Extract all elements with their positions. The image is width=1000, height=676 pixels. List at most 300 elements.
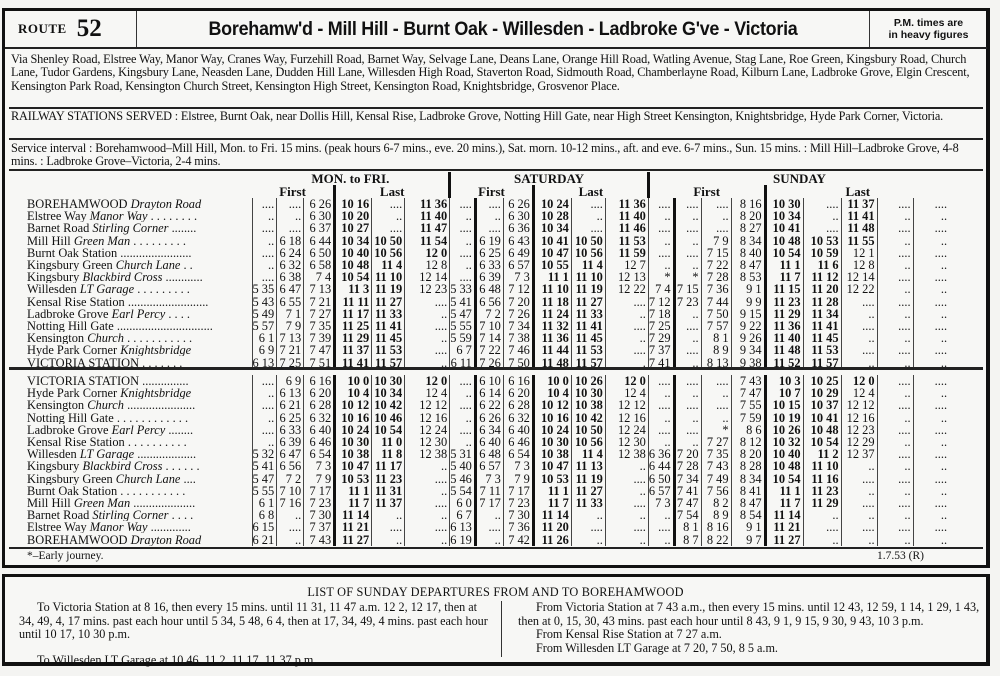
time-cell: 6 15 <box>252 521 277 533</box>
time-cell: 12 37 <box>841 448 877 460</box>
time-cell: 12 38 <box>405 448 450 460</box>
time-cell: 8 2 <box>701 497 731 509</box>
time-cell: 11 41 <box>841 210 877 222</box>
time-cell: .... <box>674 424 701 436</box>
time-cell: 7 30 <box>503 509 533 521</box>
time-cell: 6 30 <box>503 210 533 222</box>
time-cell: 6 32 <box>277 259 304 271</box>
first-last-row <box>5 185 949 198</box>
time-cell: 11 53 <box>605 235 648 247</box>
pm-note <box>869 11 987 47</box>
time-cell: .. <box>913 210 949 222</box>
time-cell: 6 38 <box>277 271 304 283</box>
time-cell: 6 11 <box>450 356 476 368</box>
time-cell: 6 9 <box>277 375 304 387</box>
time-cell: 8 34 <box>731 235 765 247</box>
stop-name <box>5 533 252 545</box>
time-cell: 7 55 <box>731 399 765 411</box>
last-label: Last <box>533 185 648 198</box>
time-cell: 6 7 <box>450 344 476 356</box>
time-cell: 11 1 <box>335 485 372 497</box>
time-cell: 10 54 <box>765 473 803 485</box>
time-cell: .... <box>877 344 913 356</box>
time-cell: .. <box>877 356 913 368</box>
time-cell: .. <box>252 436 277 448</box>
time-cell: 10 29 <box>803 387 841 399</box>
time-cell: 10 7 <box>765 387 803 399</box>
time-cell: .... <box>701 222 731 234</box>
time-cell: .. <box>648 387 674 399</box>
time-cell: 10 19 <box>765 412 803 424</box>
last-label: Last <box>335 185 450 198</box>
time-cell: 7 3 <box>648 497 674 509</box>
time-cell: 5 59 <box>450 332 476 344</box>
time-cell: .. <box>605 332 648 344</box>
time-cell: 11 15 <box>765 283 803 295</box>
stop-name <box>5 344 252 356</box>
time-cell: .. <box>913 308 949 320</box>
time-cell: .... <box>605 320 648 332</box>
stop-name <box>5 460 252 472</box>
time-cell: 7 57 <box>701 320 731 332</box>
route-badge <box>5 11 137 47</box>
time-cell: .... <box>252 198 277 210</box>
time-cell: 7 37 <box>304 521 335 533</box>
time-cell: . <box>605 356 648 368</box>
time-cell: 6 58 <box>304 259 335 271</box>
time-cell: 10 27 <box>335 222 372 234</box>
time-cell: 11 1 <box>533 485 571 497</box>
stop-name <box>5 375 252 387</box>
dot-leader: . . . . . . . . . . . <box>123 332 193 345</box>
time-cell: 10 30 <box>335 436 372 448</box>
time-cell: 6 48 <box>475 448 503 460</box>
time-cell: .. <box>252 235 277 247</box>
time-cell: 11 40 <box>605 210 648 222</box>
time-cell: 11 41 <box>803 320 841 332</box>
time-cell: 8 20 <box>731 210 765 222</box>
time-cell: .. <box>913 412 949 424</box>
time-cell: .. <box>913 356 949 368</box>
time-cell: .. <box>648 259 674 271</box>
time-cell: 10 54 <box>765 247 803 259</box>
time-cell: 7 47 <box>731 387 765 399</box>
time-cell: 5 46 <box>450 473 476 485</box>
stop-detail: Knightsbridge <box>120 387 192 400</box>
time-cell: 12 14 <box>841 271 877 283</box>
time-cell: 7 11 <box>475 485 503 497</box>
dot-leader: . . . . . . . . . . . . <box>116 411 189 424</box>
time-cell: 11 7 <box>335 497 372 509</box>
time-cell: .... <box>701 375 731 387</box>
time-cell: 11 41 <box>335 356 372 368</box>
time-cell: 11 0 <box>372 436 405 448</box>
time-cell: 11 19 <box>372 283 405 295</box>
time-cell: 12 4 <box>841 387 877 399</box>
pm-note-line2: in heavy figures <box>888 29 969 41</box>
time-cell: .... <box>277 222 304 234</box>
time-cell: .... <box>450 375 476 387</box>
time-cell: .. <box>674 387 701 399</box>
dot-leader: ............. <box>147 521 191 534</box>
time-cell: 9 34 <box>731 344 765 356</box>
time-cell: 8 40 <box>731 247 765 259</box>
time-cell: .... <box>648 521 674 533</box>
stop-main: Barnet Road <box>27 222 90 235</box>
time-cell: 7 9 <box>277 320 304 332</box>
time-cell: .... <box>571 521 605 533</box>
time-cell: .. <box>648 412 674 424</box>
time-cell: .. <box>701 412 731 424</box>
time-cell: 7 3 <box>475 473 503 485</box>
time-cell: .. <box>877 259 913 271</box>
time-cell: 11 27 <box>765 533 803 545</box>
time-cell: 8 13 <box>701 356 731 368</box>
time-cell: 7 47 <box>304 344 335 356</box>
stop-main: Burnt Oak Station <box>27 484 118 497</box>
stop-name <box>5 308 252 320</box>
time-cell: 6 1 <box>252 332 277 344</box>
time-cell: 6 50 <box>648 473 674 485</box>
time-cell: .... <box>841 296 877 308</box>
time-cell: 6 32 <box>503 412 533 424</box>
time-cell: 10 30 <box>765 198 803 210</box>
stop-main: Kensington <box>27 332 85 345</box>
time-cell: .... <box>913 296 949 308</box>
time-cell: .. <box>674 308 701 320</box>
time-cell: .. <box>450 259 476 271</box>
time-cell: 7 9 <box>701 235 731 247</box>
time-cell: 11 37 <box>841 198 877 210</box>
stop-detail: Stirling Corner <box>92 222 169 235</box>
time-cell: .. <box>877 308 913 320</box>
time-cell: .... <box>571 198 605 210</box>
time-cell: .. <box>841 332 877 344</box>
time-cell: 7 43 <box>731 375 765 387</box>
timetable-row <box>5 259 949 271</box>
time-cell: 11 21 <box>765 521 803 533</box>
time-cell: 10 24 <box>533 198 571 210</box>
time-cell: 8 7 <box>674 533 701 545</box>
time-cell: 12 30 <box>605 436 648 448</box>
first-label: First <box>648 185 765 198</box>
time-cell: 12 12 <box>841 399 877 411</box>
time-cell: 6 46 <box>503 436 533 448</box>
time-cell: .. <box>913 259 949 271</box>
dot-leader: ........ <box>165 423 194 436</box>
time-cell: .... <box>475 198 503 210</box>
timetable-row <box>5 332 949 344</box>
time-cell: 8 9 <box>701 509 731 521</box>
time-cell: .... <box>372 198 405 210</box>
time-cell: .... <box>405 473 450 485</box>
time-cell: 10 56 <box>571 436 605 448</box>
time-cell: .. <box>877 436 913 448</box>
time-cell: 10 0 <box>533 375 571 387</box>
last-label: Last <box>765 185 949 198</box>
time-cell: 12 23 <box>841 424 877 436</box>
time-cell: .. <box>605 308 648 320</box>
time-cell: 10 4 <box>335 387 372 399</box>
time-cell: 7 43 <box>701 460 731 472</box>
time-cell: .. <box>605 509 648 521</box>
time-cell: 11 47 <box>405 222 450 234</box>
time-cell: 10 54 <box>335 271 372 283</box>
time-cell: 7 46 <box>503 344 533 356</box>
time-cell: 7 35 <box>701 448 731 460</box>
time-cell: 10 32 <box>765 436 803 448</box>
time-cell: 10 26 <box>765 424 803 436</box>
time-cell: 7 15 <box>701 247 731 259</box>
time-cell: 12 0 <box>841 375 877 387</box>
time-cell: 8 27 <box>731 222 765 234</box>
time-cell: 7 41 <box>674 485 701 497</box>
time-cell: .... <box>605 344 648 356</box>
time-cell: 11 25 <box>335 320 372 332</box>
time-cell: 7 44 <box>701 296 731 308</box>
time-cell: 7 35 <box>304 320 335 332</box>
time-cell: 9 26 <box>731 332 765 344</box>
time-cell: .. <box>475 210 503 222</box>
time-cell: .... <box>450 271 476 283</box>
time-cell: 7 27 <box>701 436 731 448</box>
dot-leader: .................... <box>130 496 196 510</box>
stop-name <box>5 259 252 271</box>
time-cell: 10 50 <box>372 235 405 247</box>
time-cell: 11 4 <box>372 259 405 271</box>
time-cell: 8 47 <box>731 259 765 271</box>
to-victoria-text: To Victoria Station at 8 16, then every 15 mins. until 11 31, 11 47 a.m. 12 2, 12 17, then at 34, 49, 4, 17 mins. past each hour until 5 34, 5 48, 6 4, then at 17, 34, 49, 4 mins. past each hour until 10 17, 10 30 p.m. <box>19 600 488 641</box>
stop-main: Kensal Rise Station <box>27 435 125 449</box>
stop-main: Mill Hill <box>27 496 71 510</box>
time-cell: 6 56 <box>475 296 503 308</box>
time-cell: 7 9 <box>304 473 335 485</box>
stop-detail: Earl Percy <box>111 307 166 320</box>
time-cell: .. <box>803 533 841 545</box>
time-cell: 9 15 <box>731 308 765 320</box>
time-cell: 10 47 <box>533 247 571 259</box>
time-cell: 12 8 <box>405 259 450 271</box>
time-cell: 6 16 <box>503 375 533 387</box>
time-cell: 12 16 <box>405 412 450 424</box>
time-cell: 6 40 <box>503 424 533 436</box>
stop-main: Notting Hill Gate <box>27 411 114 424</box>
time-cell: .... <box>405 521 450 533</box>
timetable-row <box>5 424 949 436</box>
time-cell: 11 44 <box>533 344 571 356</box>
stop-main: Mill Hill <box>27 234 71 247</box>
time-cell: 6 24 <box>277 247 304 259</box>
time-cell: 11 32 <box>533 320 571 332</box>
time-cell: .. <box>605 485 648 497</box>
time-cell: 10 40 <box>335 247 372 259</box>
time-cell: 6 18 <box>277 235 304 247</box>
stop-name <box>5 485 252 497</box>
time-cell: 9 9 <box>731 296 765 308</box>
time-cell: 5 35 <box>252 283 277 295</box>
time-cell: .... <box>913 448 949 460</box>
time-cell: 11 1 <box>765 485 803 497</box>
stop-main: Notting Hill Gate <box>27 319 114 333</box>
time-cell: .. <box>475 509 503 521</box>
time-cell: 12 22 <box>605 283 648 295</box>
stop-main: VICTORIA STATION <box>27 375 140 388</box>
dot-leader: ............... <box>142 375 189 388</box>
dot-leader: . . . . <box>165 307 190 320</box>
time-cell: 11 26 <box>533 533 571 545</box>
time-cell: .... <box>877 271 913 283</box>
time-cell: 6 13 <box>450 521 476 533</box>
time-cell: 7 13 <box>304 283 335 295</box>
time-cell: 6 50 <box>304 247 335 259</box>
stop-main: Hyde Park Corner <box>27 387 118 400</box>
time-cell: 11 31 <box>372 485 405 497</box>
time-cell: .. <box>913 436 949 448</box>
time-cell: .... <box>913 320 949 332</box>
stop-main: Elstree Way <box>27 521 87 534</box>
time-cell: 10 42 <box>571 412 605 424</box>
time-cell: 12 30 <box>405 436 450 448</box>
time-cell: 10 42 <box>372 399 405 411</box>
timetable-row <box>5 533 949 545</box>
sunday-list-title: LIST OF SUNDAY DEPARTURES FROM AND TO BOREHAMWOOD <box>307 585 684 599</box>
time-cell: .. <box>372 509 405 521</box>
time-cell: 6 54 <box>304 448 335 460</box>
stop-main: Hyde Park Corner <box>27 344 118 357</box>
time-cell: .... <box>701 198 731 210</box>
stop-name <box>5 497 252 509</box>
time-cell: .... <box>841 473 877 485</box>
stop-name <box>5 332 252 344</box>
time-cell: .... <box>913 473 949 485</box>
time-cell: 7 56 <box>701 485 731 497</box>
time-cell: 7 50 <box>701 308 731 320</box>
time-cell: .. <box>648 436 674 448</box>
time-cell: 9 1 <box>731 521 765 533</box>
time-cell: 6 33 <box>277 424 304 436</box>
time-cell: .... <box>877 320 913 332</box>
time-cell: 12 4 <box>605 387 648 399</box>
time-cell: .... <box>913 222 949 234</box>
time-cell: 12 16 <box>841 412 877 424</box>
sunday-from-list <box>501 601 985 657</box>
time-cell: 11 24 <box>533 308 571 320</box>
time-cell: 11 37 <box>372 497 405 509</box>
dot-leader: . . . . <box>168 509 194 522</box>
time-cell: 7 18 <box>648 308 674 320</box>
time-cell: 10 54 <box>372 424 405 436</box>
time-cell: 8 16 <box>701 521 731 533</box>
time-cell: .... <box>913 198 949 210</box>
time-cell: 7 54 <box>674 509 701 521</box>
stop-main: Burnt Oak Station <box>27 246 118 259</box>
time-cell: 10 53 <box>803 235 841 247</box>
stop-detail: Church Lane <box>115 472 181 485</box>
time-cell: 7 42 <box>503 533 533 545</box>
time-cell: 11 1 <box>765 259 803 271</box>
time-cell: 10 25 <box>803 375 841 387</box>
time-cell: 6 33 <box>475 259 503 271</box>
time-cell: 11 16 <box>803 473 841 485</box>
time-cell: 7 17 <box>304 485 335 497</box>
time-cell: 5 33 <box>450 283 476 295</box>
time-cell: 11 55 <box>841 235 877 247</box>
timetable-row <box>5 271 949 283</box>
time-cell: 6 7 <box>450 509 476 521</box>
dot-leader: . . . . . . . . . . <box>127 435 187 449</box>
time-cell: 11 14 <box>335 509 372 521</box>
sunday-departures-box <box>2 574 990 666</box>
day-label: SUNDAY <box>648 172 949 185</box>
time-cell: 8 47 <box>731 497 765 509</box>
time-cell: 11 41 <box>571 320 605 332</box>
time-cell: .. <box>877 283 913 295</box>
stop-name <box>5 399 252 411</box>
first-label: First <box>279 185 306 198</box>
time-cell: 6 47 <box>277 283 304 295</box>
dot-leader: ....................... <box>120 246 192 259</box>
time-cell: 10 48 <box>803 424 841 436</box>
time-cell: 11 23 <box>803 485 841 497</box>
time-cell: 6 28 <box>304 399 335 411</box>
route-header <box>5 11 987 49</box>
time-cell: 11 4 <box>571 448 605 460</box>
timetable-row <box>5 235 949 247</box>
time-cell: 11 14 <box>765 509 803 521</box>
stop-name <box>5 247 252 259</box>
time-cell: .... <box>475 521 503 533</box>
time-cell: .. <box>405 533 450 545</box>
time-cell: .. <box>674 235 701 247</box>
dot-leader: .......................... <box>127 295 209 308</box>
time-cell: .... <box>913 424 949 436</box>
time-cell: .. <box>450 387 476 399</box>
time-cell: 10 53 <box>335 473 372 485</box>
stop-name <box>5 387 252 399</box>
stop-name <box>5 473 252 485</box>
time-cell: 11 11 <box>335 296 372 308</box>
time-cell: 11 10 <box>803 460 841 472</box>
timetable-row <box>5 448 949 460</box>
dot-leader: ............................... <box>116 319 213 333</box>
time-cell: 12 23 <box>405 283 450 295</box>
time-cell: 7 36 <box>701 283 731 295</box>
time-cell: 8 16 <box>731 198 765 210</box>
time-cell: .. <box>803 509 841 521</box>
time-cell: 11 29 <box>335 332 372 344</box>
time-cell: 7 26 <box>475 356 503 368</box>
stop-detail: LT Garage <box>79 448 135 461</box>
dot-leader: . . . . . . . . . . . <box>120 484 186 497</box>
time-cell: 11 40 <box>765 332 803 344</box>
time-cell: .... <box>252 424 277 436</box>
stop-main: Kingsbury <box>27 271 80 284</box>
time-cell: .. <box>605 460 648 472</box>
time-cell: 10 41 <box>533 235 571 247</box>
time-cell: 12 1 <box>841 247 877 259</box>
time-cell: 6 14 <box>475 387 503 399</box>
time-cell: .. <box>877 533 913 545</box>
blank-cell <box>5 172 252 185</box>
time-cell: .. <box>252 412 277 424</box>
time-cell: .. <box>841 485 877 497</box>
footnote: *–Early journey. <box>27 550 104 562</box>
time-cell: .... <box>877 375 913 387</box>
time-cell: 7 25 <box>648 320 674 332</box>
time-cell: 11 7 <box>765 271 803 283</box>
time-cell: 6 0 <box>450 497 476 509</box>
stop-main: BOREHAMWOOD <box>27 198 128 211</box>
